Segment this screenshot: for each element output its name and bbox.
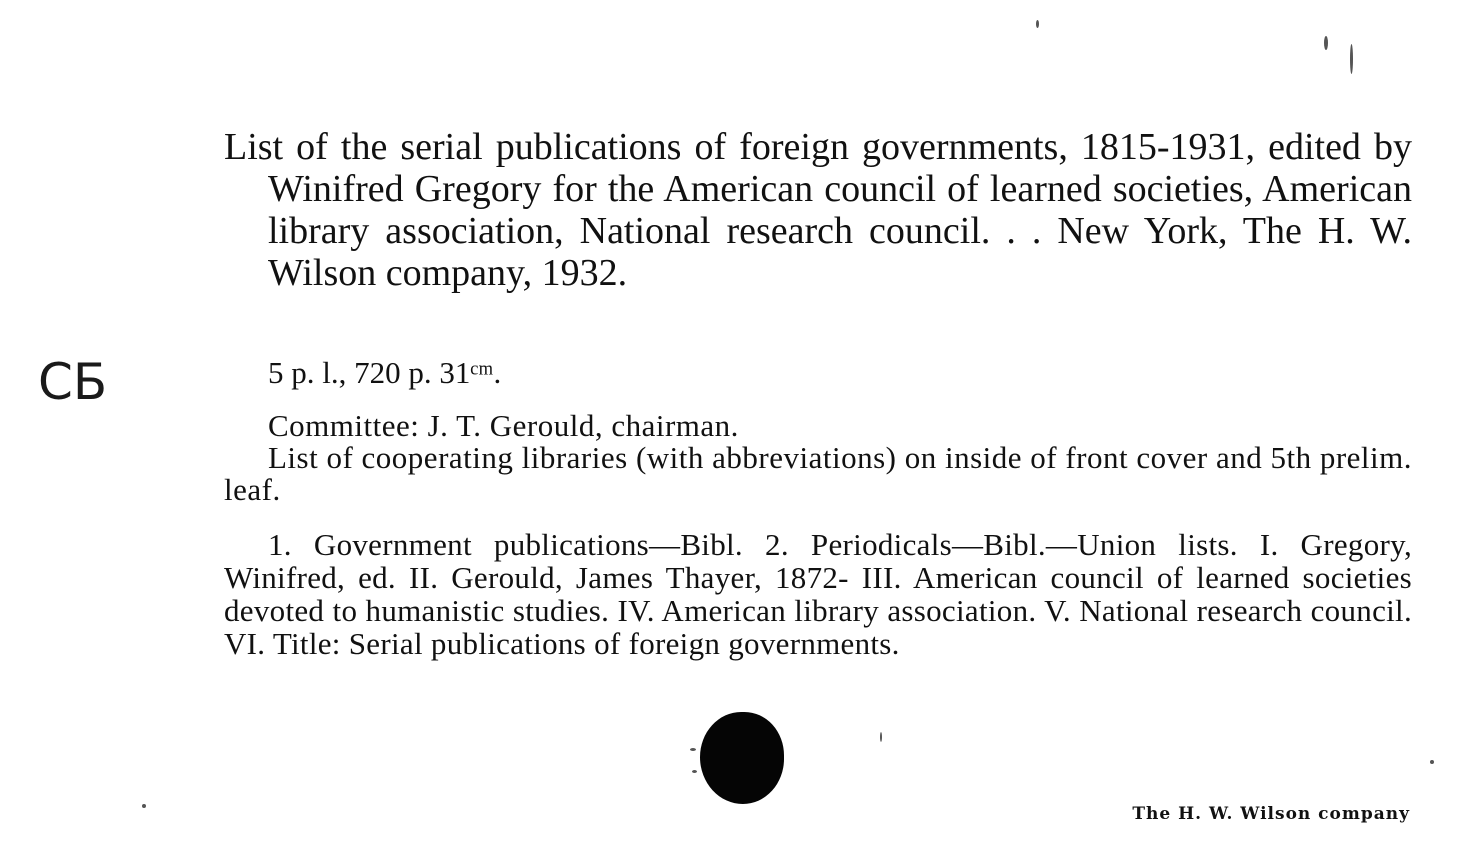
scan-speck — [1430, 760, 1434, 764]
scan-speck — [142, 804, 146, 808]
note-committee: Committee: J. T. Gerould, chairman. — [268, 408, 739, 443]
collation-line: 5 p. l., 720 p. 31ᶜᵐ. — [268, 355, 502, 390]
note-cooperating-libraries: List of cooperating libraries (with abbreviations) on inside of front cover and 5th prelim. leaf. — [224, 440, 1412, 507]
punch-hole-mark — [700, 712, 784, 804]
scan-speck — [880, 732, 882, 742]
scan-speck — [1036, 20, 1039, 28]
scan-speck — [1350, 44, 1353, 74]
main-entry-text: List of the serial publications of foreign governments, 1815-1931, edited by Winifred Gregory for the American council of learned societies, American library association, National research council. . . New York, The H. W. Wilson company, 1932. — [224, 126, 1412, 294]
handwritten-class-mark: CБ — [38, 353, 108, 411]
publisher-footer: The H. W. Wilson company — [1132, 804, 1410, 824]
scan-speck — [690, 748, 696, 751]
scan-speck — [1324, 36, 1328, 50]
scan-speck — [692, 770, 697, 773]
subject-tracings: 1. Government publications—Bibl. 2. Periodicals—Bibl.—Union lists. I. Gregory, Winifred, ed. II. Gerould, James Thayer, 1872- III. American council of learned societies devoted to humanistic studies. IV. American library association. V. National research council. VI. Title: Serial publications of foreign governments. — [224, 527, 1412, 661]
notes-block — [224, 410, 1412, 506]
